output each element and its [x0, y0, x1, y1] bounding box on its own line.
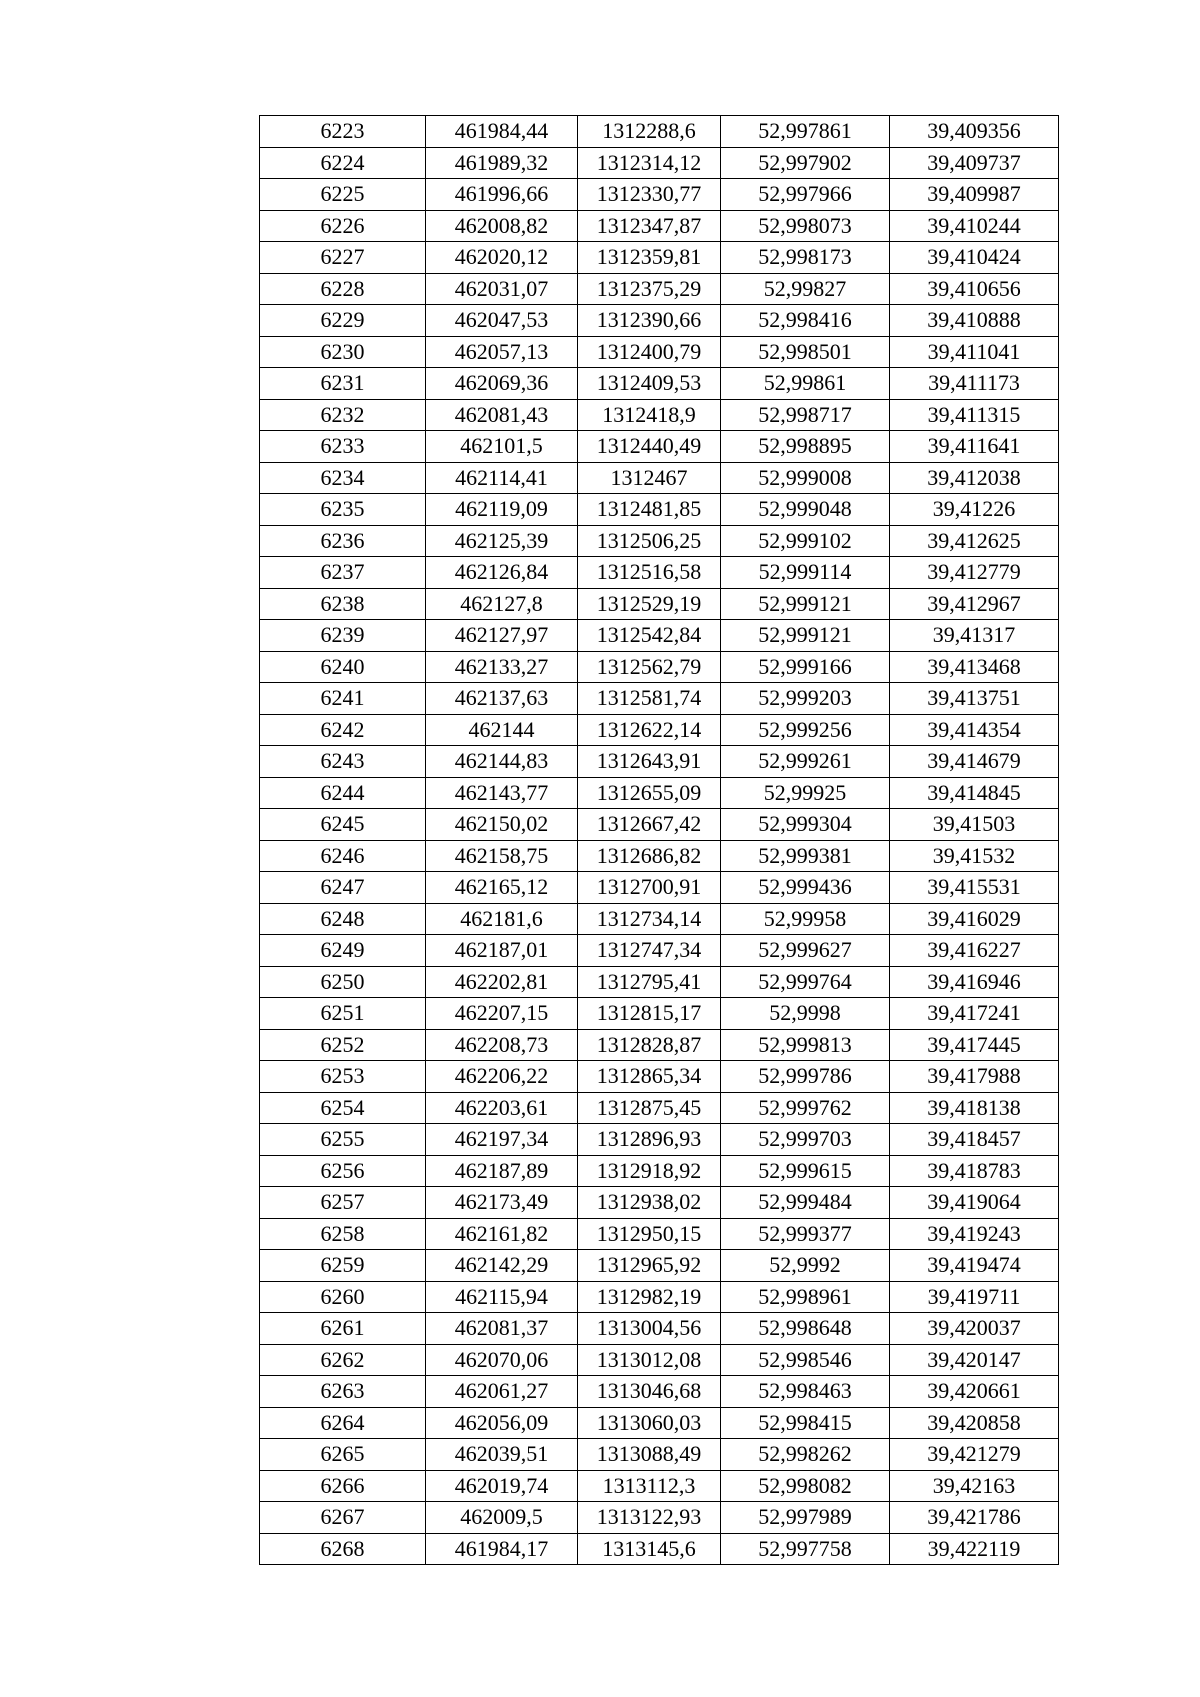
- table-row: [260, 1502, 1059, 1534]
- point-number-cell: 6225: [260, 179, 426, 211]
- longitude-cell: 39,410244: [890, 210, 1059, 242]
- point-number-cell: 6259: [260, 1250, 426, 1282]
- table-row: [260, 336, 1059, 368]
- y-coordinate-cell: 1312359,81: [578, 242, 721, 274]
- point-number-cell: 6261: [260, 1313, 426, 1345]
- y-coordinate-cell: 1312734,14: [578, 903, 721, 935]
- point-number-cell: 6253: [260, 1061, 426, 1093]
- y-coordinate-cell: 1312330,77: [578, 179, 721, 211]
- y-coordinate-cell: 1312828,87: [578, 1029, 721, 1061]
- latitude-cell: 52,998895: [721, 431, 890, 463]
- table-row: [260, 966, 1059, 998]
- latitude-cell: 52,997966: [721, 179, 890, 211]
- point-number-cell: 6224: [260, 147, 426, 179]
- latitude-cell: 52,999256: [721, 714, 890, 746]
- table-row: [260, 557, 1059, 589]
- point-number-cell: 6249: [260, 935, 426, 967]
- longitude-cell: 39,419064: [890, 1187, 1059, 1219]
- longitude-cell: 39,409737: [890, 147, 1059, 179]
- table-row: [260, 1407, 1059, 1439]
- longitude-cell: 39,41317: [890, 620, 1059, 652]
- longitude-cell: 39,422119: [890, 1533, 1059, 1565]
- table-row: [260, 840, 1059, 872]
- table-row: [260, 179, 1059, 211]
- longitude-cell: 39,41503: [890, 809, 1059, 841]
- point-number-cell: 6247: [260, 872, 426, 904]
- y-coordinate-cell: 1312747,34: [578, 935, 721, 967]
- x-coordinate-cell: 462039,51: [426, 1439, 578, 1471]
- latitude-cell: 52,999484: [721, 1187, 890, 1219]
- y-coordinate-cell: 1313012,08: [578, 1344, 721, 1376]
- x-coordinate-cell: 462144,83: [426, 746, 578, 778]
- point-number-cell: 6260: [260, 1281, 426, 1313]
- point-number-cell: 6248: [260, 903, 426, 935]
- latitude-cell: 52,998073: [721, 210, 890, 242]
- y-coordinate-cell: 1312390,66: [578, 305, 721, 337]
- longitude-cell: 39,409987: [890, 179, 1059, 211]
- x-coordinate-cell: 462142,29: [426, 1250, 578, 1282]
- latitude-cell: 52,998173: [721, 242, 890, 274]
- longitude-cell: 39,412779: [890, 557, 1059, 589]
- longitude-cell: 39,413751: [890, 683, 1059, 715]
- point-number-cell: 6235: [260, 494, 426, 526]
- point-number-cell: 6243: [260, 746, 426, 778]
- latitude-cell: 52,998546: [721, 1344, 890, 1376]
- latitude-cell: 52,998717: [721, 399, 890, 431]
- longitude-cell: 39,417988: [890, 1061, 1059, 1093]
- x-coordinate-cell: 462125,39: [426, 525, 578, 557]
- table-row: [260, 1061, 1059, 1093]
- table-row: [260, 1124, 1059, 1156]
- latitude-cell: 52,99958: [721, 903, 890, 935]
- x-coordinate-cell: 462206,22: [426, 1061, 578, 1093]
- longitude-cell: 39,421786: [890, 1502, 1059, 1534]
- longitude-cell: 39,412967: [890, 588, 1059, 620]
- point-number-cell: 6227: [260, 242, 426, 274]
- latitude-cell: 52,998416: [721, 305, 890, 337]
- point-number-cell: 6251: [260, 998, 426, 1030]
- latitude-cell: 52,997861: [721, 116, 890, 148]
- point-number-cell: 6252: [260, 1029, 426, 1061]
- x-coordinate-cell: 462009,5: [426, 1502, 578, 1534]
- longitude-cell: 39,415531: [890, 872, 1059, 904]
- table-row: [260, 714, 1059, 746]
- x-coordinate-cell: 462127,8: [426, 588, 578, 620]
- latitude-cell: 52,999102: [721, 525, 890, 557]
- point-number-cell: 6250: [260, 966, 426, 998]
- table-row: [260, 872, 1059, 904]
- latitude-cell: 52,999762: [721, 1092, 890, 1124]
- y-coordinate-cell: 1312529,19: [578, 588, 721, 620]
- x-coordinate-cell: 462070,06: [426, 1344, 578, 1376]
- latitude-cell: 52,999813: [721, 1029, 890, 1061]
- x-coordinate-cell: 462081,37: [426, 1313, 578, 1345]
- point-number-cell: 6242: [260, 714, 426, 746]
- latitude-cell: 52,999008: [721, 462, 890, 494]
- latitude-cell: 52,999203: [721, 683, 890, 715]
- y-coordinate-cell: 1313088,49: [578, 1439, 721, 1471]
- longitude-cell: 39,414679: [890, 746, 1059, 778]
- x-coordinate-cell: 462207,15: [426, 998, 578, 1030]
- point-number-cell: 6234: [260, 462, 426, 494]
- x-coordinate-cell: 462143,77: [426, 777, 578, 809]
- x-coordinate-cell: 462173,49: [426, 1187, 578, 1219]
- table-row: [260, 935, 1059, 967]
- table-row: [260, 1155, 1059, 1187]
- longitude-cell: 39,411315: [890, 399, 1059, 431]
- latitude-cell: 52,9998: [721, 998, 890, 1030]
- latitude-cell: 52,998463: [721, 1376, 890, 1408]
- y-coordinate-cell: 1312375,29: [578, 273, 721, 305]
- y-coordinate-cell: 1312409,53: [578, 368, 721, 400]
- longitude-cell: 39,412625: [890, 525, 1059, 557]
- table-row: [260, 998, 1059, 1030]
- x-coordinate-cell: 462056,09: [426, 1407, 578, 1439]
- longitude-cell: 39,410424: [890, 242, 1059, 274]
- table-row: [260, 462, 1059, 494]
- point-number-cell: 6255: [260, 1124, 426, 1156]
- point-number-cell: 6237: [260, 557, 426, 589]
- x-coordinate-cell: 461984,17: [426, 1533, 578, 1565]
- latitude-cell: 52,99861: [721, 368, 890, 400]
- y-coordinate-cell: 1312950,15: [578, 1218, 721, 1250]
- latitude-cell: 52,999381: [721, 840, 890, 872]
- point-number-cell: 6265: [260, 1439, 426, 1471]
- latitude-cell: 52,998262: [721, 1439, 890, 1471]
- point-number-cell: 6263: [260, 1376, 426, 1408]
- latitude-cell: 52,999114: [721, 557, 890, 589]
- y-coordinate-cell: 1312418,9: [578, 399, 721, 431]
- x-coordinate-cell: 462165,12: [426, 872, 578, 904]
- table-row: [260, 242, 1059, 274]
- x-coordinate-cell: 462202,81: [426, 966, 578, 998]
- table-row: [260, 746, 1059, 778]
- longitude-cell: 39,421279: [890, 1439, 1059, 1471]
- point-number-cell: 6230: [260, 336, 426, 368]
- y-coordinate-cell: 1313145,6: [578, 1533, 721, 1565]
- x-coordinate-cell: 462019,74: [426, 1470, 578, 1502]
- latitude-cell: 52,998415: [721, 1407, 890, 1439]
- x-coordinate-cell: 462126,84: [426, 557, 578, 589]
- x-coordinate-cell: 462101,5: [426, 431, 578, 463]
- latitude-cell: 52,9992: [721, 1250, 890, 1282]
- y-coordinate-cell: 1312516,58: [578, 557, 721, 589]
- table-row: [260, 116, 1059, 148]
- latitude-cell: 52,999786: [721, 1061, 890, 1093]
- latitude-cell: 52,998082: [721, 1470, 890, 1502]
- y-coordinate-cell: 1312506,25: [578, 525, 721, 557]
- table-row: [260, 1029, 1059, 1061]
- latitude-cell: 52,999121: [721, 588, 890, 620]
- coordinates-table-body: [260, 116, 1059, 1565]
- x-coordinate-cell: 462031,07: [426, 273, 578, 305]
- table-row: [260, 147, 1059, 179]
- y-coordinate-cell: 1312467: [578, 462, 721, 494]
- point-number-cell: 6223: [260, 116, 426, 148]
- latitude-cell: 52,999703: [721, 1124, 890, 1156]
- longitude-cell: 39,412038: [890, 462, 1059, 494]
- point-number-cell: 6226: [260, 210, 426, 242]
- point-number-cell: 6236: [260, 525, 426, 557]
- x-coordinate-cell: 462057,13: [426, 336, 578, 368]
- latitude-cell: 52,99925: [721, 777, 890, 809]
- point-number-cell: 6232: [260, 399, 426, 431]
- x-coordinate-cell: 462114,41: [426, 462, 578, 494]
- latitude-cell: 52,99827: [721, 273, 890, 305]
- y-coordinate-cell: 1312700,91: [578, 872, 721, 904]
- longitude-cell: 39,414845: [890, 777, 1059, 809]
- table-row: [260, 1281, 1059, 1313]
- y-coordinate-cell: 1312542,84: [578, 620, 721, 652]
- point-number-cell: 6241: [260, 683, 426, 715]
- point-number-cell: 6233: [260, 431, 426, 463]
- y-coordinate-cell: 1312865,34: [578, 1061, 721, 1093]
- point-number-cell: 6266: [260, 1470, 426, 1502]
- table-row: [260, 1313, 1059, 1345]
- longitude-cell: 39,41226: [890, 494, 1059, 526]
- latitude-cell: 52,999436: [721, 872, 890, 904]
- table-row: [260, 305, 1059, 337]
- y-coordinate-cell: 1312655,09: [578, 777, 721, 809]
- x-coordinate-cell: 462158,75: [426, 840, 578, 872]
- y-coordinate-cell: 1312938,02: [578, 1187, 721, 1219]
- latitude-cell: 52,997989: [721, 1502, 890, 1534]
- latitude-cell: 52,999627: [721, 935, 890, 967]
- y-coordinate-cell: 1312982,19: [578, 1281, 721, 1313]
- longitude-cell: 39,420147: [890, 1344, 1059, 1376]
- longitude-cell: 39,418457: [890, 1124, 1059, 1156]
- table-row: [260, 651, 1059, 683]
- coordinates-table: [259, 115, 1059, 1565]
- table-row: [260, 1344, 1059, 1376]
- y-coordinate-cell: 1312643,91: [578, 746, 721, 778]
- latitude-cell: 52,998961: [721, 1281, 890, 1313]
- x-coordinate-cell: 462203,61: [426, 1092, 578, 1124]
- x-coordinate-cell: 462069,36: [426, 368, 578, 400]
- x-coordinate-cell: 462081,43: [426, 399, 578, 431]
- x-coordinate-cell: 462187,01: [426, 935, 578, 967]
- x-coordinate-cell: 462187,89: [426, 1155, 578, 1187]
- table-row: [260, 809, 1059, 841]
- longitude-cell: 39,420037: [890, 1313, 1059, 1345]
- x-coordinate-cell: 462133,27: [426, 651, 578, 683]
- x-coordinate-cell: 462008,82: [426, 210, 578, 242]
- longitude-cell: 39,418138: [890, 1092, 1059, 1124]
- table-row: [260, 1470, 1059, 1502]
- point-number-cell: 6258: [260, 1218, 426, 1250]
- x-coordinate-cell: 462047,53: [426, 305, 578, 337]
- x-coordinate-cell: 462208,73: [426, 1029, 578, 1061]
- longitude-cell: 39,418783: [890, 1155, 1059, 1187]
- x-coordinate-cell: 462115,94: [426, 1281, 578, 1313]
- y-coordinate-cell: 1312918,92: [578, 1155, 721, 1187]
- point-number-cell: 6240: [260, 651, 426, 683]
- longitude-cell: 39,416029: [890, 903, 1059, 935]
- y-coordinate-cell: 1312965,92: [578, 1250, 721, 1282]
- x-coordinate-cell: 462127,97: [426, 620, 578, 652]
- x-coordinate-cell: 462197,34: [426, 1124, 578, 1156]
- table-row: [260, 1187, 1059, 1219]
- latitude-cell: 52,998501: [721, 336, 890, 368]
- table-row: [260, 399, 1059, 431]
- y-coordinate-cell: 1312288,6: [578, 116, 721, 148]
- longitude-cell: 39,411173: [890, 368, 1059, 400]
- table-row: [260, 431, 1059, 463]
- latitude-cell: 52,999121: [721, 620, 890, 652]
- table-row: [260, 903, 1059, 935]
- table-row: [260, 1376, 1059, 1408]
- latitude-cell: 52,999764: [721, 966, 890, 998]
- y-coordinate-cell: 1312896,93: [578, 1124, 721, 1156]
- longitude-cell: 39,413468: [890, 651, 1059, 683]
- table-row: [260, 1218, 1059, 1250]
- longitude-cell: 39,419474: [890, 1250, 1059, 1282]
- longitude-cell: 39,417445: [890, 1029, 1059, 1061]
- x-coordinate-cell: 462181,6: [426, 903, 578, 935]
- longitude-cell: 39,409356: [890, 116, 1059, 148]
- y-coordinate-cell: 1312815,17: [578, 998, 721, 1030]
- point-number-cell: 6257: [260, 1187, 426, 1219]
- x-coordinate-cell: 462020,12: [426, 242, 578, 274]
- latitude-cell: 52,999377: [721, 1218, 890, 1250]
- y-coordinate-cell: 1313046,68: [578, 1376, 721, 1408]
- y-coordinate-cell: 1312581,74: [578, 683, 721, 715]
- y-coordinate-cell: 1313112,3: [578, 1470, 721, 1502]
- y-coordinate-cell: 1312686,82: [578, 840, 721, 872]
- longitude-cell: 39,417241: [890, 998, 1059, 1030]
- table-row: [260, 683, 1059, 715]
- y-coordinate-cell: 1312400,79: [578, 336, 721, 368]
- x-coordinate-cell: 462161,82: [426, 1218, 578, 1250]
- point-number-cell: 6229: [260, 305, 426, 337]
- y-coordinate-cell: 1312622,14: [578, 714, 721, 746]
- table-row: [260, 588, 1059, 620]
- latitude-cell: 52,999166: [721, 651, 890, 683]
- x-coordinate-cell: 462137,63: [426, 683, 578, 715]
- y-coordinate-cell: 1313004,56: [578, 1313, 721, 1345]
- longitude-cell: 39,41532: [890, 840, 1059, 872]
- longitude-cell: 39,420858: [890, 1407, 1059, 1439]
- point-number-cell: 6231: [260, 368, 426, 400]
- longitude-cell: 39,411041: [890, 336, 1059, 368]
- point-number-cell: 6246: [260, 840, 426, 872]
- point-number-cell: 6238: [260, 588, 426, 620]
- longitude-cell: 39,416946: [890, 966, 1059, 998]
- longitude-cell: 39,414354: [890, 714, 1059, 746]
- y-coordinate-cell: 1312667,42: [578, 809, 721, 841]
- x-coordinate-cell: 462061,27: [426, 1376, 578, 1408]
- x-coordinate-cell: 462144: [426, 714, 578, 746]
- longitude-cell: 39,420661: [890, 1376, 1059, 1408]
- x-coordinate-cell: 461984,44: [426, 116, 578, 148]
- table-row: [260, 273, 1059, 305]
- table-row: [260, 210, 1059, 242]
- y-coordinate-cell: 1313060,03: [578, 1407, 721, 1439]
- point-number-cell: 6228: [260, 273, 426, 305]
- longitude-cell: 39,410888: [890, 305, 1059, 337]
- y-coordinate-cell: 1312875,45: [578, 1092, 721, 1124]
- x-coordinate-cell: 461996,66: [426, 179, 578, 211]
- y-coordinate-cell: 1312314,12: [578, 147, 721, 179]
- longitude-cell: 39,416227: [890, 935, 1059, 967]
- longitude-cell: 39,411641: [890, 431, 1059, 463]
- latitude-cell: 52,999304: [721, 809, 890, 841]
- point-number-cell: 6256: [260, 1155, 426, 1187]
- longitude-cell: 39,419243: [890, 1218, 1059, 1250]
- table-row: [260, 1533, 1059, 1565]
- x-coordinate-cell: 462119,09: [426, 494, 578, 526]
- longitude-cell: 39,42163: [890, 1470, 1059, 1502]
- point-number-cell: 6262: [260, 1344, 426, 1376]
- table-row: [260, 1092, 1059, 1124]
- latitude-cell: 52,999261: [721, 746, 890, 778]
- y-coordinate-cell: 1312347,87: [578, 210, 721, 242]
- point-number-cell: 6268: [260, 1533, 426, 1565]
- table-row: [260, 1250, 1059, 1282]
- y-coordinate-cell: 1312440,49: [578, 431, 721, 463]
- table-row: [260, 777, 1059, 809]
- latitude-cell: 52,999615: [721, 1155, 890, 1187]
- table-row: [260, 368, 1059, 400]
- point-number-cell: 6239: [260, 620, 426, 652]
- longitude-cell: 39,410656: [890, 273, 1059, 305]
- table-row: [260, 494, 1059, 526]
- point-number-cell: 6244: [260, 777, 426, 809]
- table-row: [260, 1439, 1059, 1471]
- point-number-cell: 6245: [260, 809, 426, 841]
- latitude-cell: 52,999048: [721, 494, 890, 526]
- latitude-cell: 52,997902: [721, 147, 890, 179]
- y-coordinate-cell: 1312795,41: [578, 966, 721, 998]
- table-row: [260, 620, 1059, 652]
- longitude-cell: 39,419711: [890, 1281, 1059, 1313]
- point-number-cell: 6267: [260, 1502, 426, 1534]
- y-coordinate-cell: 1312562,79: [578, 651, 721, 683]
- latitude-cell: 52,998648: [721, 1313, 890, 1345]
- point-number-cell: 6264: [260, 1407, 426, 1439]
- y-coordinate-cell: 1313122,93: [578, 1502, 721, 1534]
- table-row: [260, 525, 1059, 557]
- y-coordinate-cell: 1312481,85: [578, 494, 721, 526]
- x-coordinate-cell: 462150,02: [426, 809, 578, 841]
- point-number-cell: 6254: [260, 1092, 426, 1124]
- x-coordinate-cell: 461989,32: [426, 147, 578, 179]
- latitude-cell: 52,997758: [721, 1533, 890, 1565]
